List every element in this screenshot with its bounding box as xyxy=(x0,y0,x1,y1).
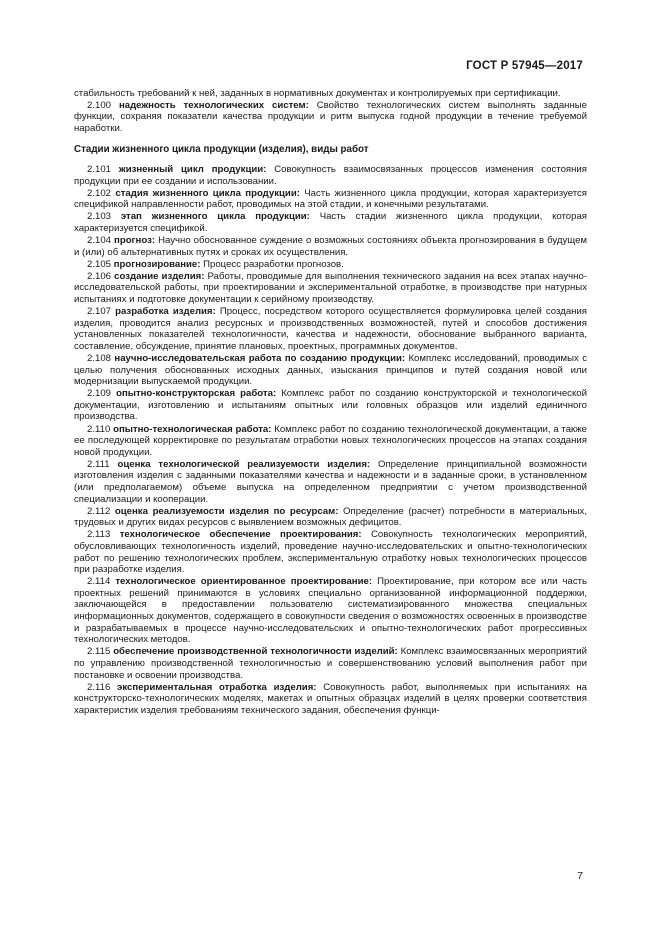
entry-term: обеспечение производственной технологичности изделий: xyxy=(113,646,398,658)
entry-number: 2.100 xyxy=(87,99,112,111)
entry-item xyxy=(74,271,587,306)
entry-item xyxy=(74,164,587,187)
entry-definition: Комплекс работ по созданию технологической документации, а также ее последующей корректировке по результатам отработки новых технологических процессов на этапах создания новой продукции. xyxy=(74,423,588,458)
entry-item xyxy=(74,211,587,234)
entries-list xyxy=(74,164,587,716)
entry-number: 2.107 xyxy=(87,306,112,318)
entry-item xyxy=(74,259,587,271)
entry-term: создание изделия: xyxy=(114,270,205,282)
entry-definition: Определение принципиальной возможности изготовления изделия с заданными показателями качества и надежности и в заданные сроки, в установленном (или предполагаемом) объеме выпуска на определенном предприятии с учетом производственной специализации и кооперации. xyxy=(74,458,588,505)
entry-definition: Процесс, посредством которого осуществляется формулировка целей создания изделия, проводится анализ ресурсных и производственных возможностей, путей и способов достижения установленных показателей технологичности, качества и надежности, обоснование выбранного варианта, составление, обсуждение, принятие плановых, проектных, программных документов. xyxy=(74,306,588,352)
entry-definition: Совокупность взаимосвязанных процессов изменения состояния продукции при ее создании и использовании. xyxy=(74,163,587,187)
page-number: 7 xyxy=(577,870,583,882)
entry-term: надежность технологических систем: xyxy=(118,99,309,111)
entry-term: оценка технологической реализуемости изделия: xyxy=(117,458,371,470)
entry-item xyxy=(74,459,587,505)
entry-definition: Свойство технологических систем выполнять заданные функции, сохраняя показатели качества продукции и ритм выпуска годной продукции в течение требуемой наработки. xyxy=(74,99,587,134)
entry-number: 2.104 xyxy=(87,235,112,247)
entry-definition: Комплекс исследований, проводимых с целью получения обоснованных исходных данных, изыскания принципов и путей создания новой или модернизации выпускаемой продукции. xyxy=(74,352,587,388)
entry-item xyxy=(74,306,587,352)
entry-term: разработка изделия: xyxy=(115,306,216,318)
entry-number: 2.113 xyxy=(87,529,111,541)
entry-item xyxy=(74,424,587,459)
entry-number: 2.105 xyxy=(87,258,112,270)
continued-text: стабильность требований к ней, заданных в нормативных документах и контролируемых при сертификации. xyxy=(74,88,561,99)
entry-term: технологическое обеспечение проектирования: xyxy=(119,529,362,541)
entry-definition: Совокупность работ, выполняемых при испытаниях на конструкторско-технологических моделях, макетах и опытных образцах изделий в целях проверки соответствия характеристик изделия требованиям технического задания, обеспечения функци- xyxy=(74,681,587,716)
entry-2-100 xyxy=(74,100,587,135)
entry-item xyxy=(74,646,587,681)
entry-item xyxy=(74,353,587,388)
entry-item xyxy=(74,235,587,258)
entry-number: 2.110 xyxy=(87,423,111,435)
entry-number: 2.103 xyxy=(87,211,112,223)
entry-definition: Научно обоснованное суждение о возможных состояниях объекта прогнозирования в будущем и (или) об альтернативных путях и сроках их осуществления. xyxy=(74,235,587,258)
entry-term: стадия жизненного цикла продукции: xyxy=(115,187,300,199)
entry-number: 2.115 xyxy=(87,646,111,658)
entry-term: технологическое ориентированное проектирование: xyxy=(115,576,373,588)
entry-number: 2.111 xyxy=(87,458,110,470)
document-id: ГОСТ Р 57945—2017 xyxy=(466,60,583,72)
entry-definition: Часть стадии жизненного цикла продукции, которая характеризуется спецификой. xyxy=(74,211,587,234)
entry-item xyxy=(74,576,587,646)
entry-item xyxy=(74,506,587,529)
entry-number: 2.116 xyxy=(87,681,111,693)
entry-term: оценка реализуемости изделия по ресурсам: xyxy=(114,505,339,517)
entry-term: опытно-технологическая работа: xyxy=(113,423,272,435)
entry-number: 2.102 xyxy=(87,187,112,199)
entry-term: этап жизненного цикла продукции: xyxy=(120,211,310,223)
entry-definition: Проектирование, при котором все или часть проектных решений принимаются в условиях специально организованной информационной поддержки, заключающейся в предоставлении пользователю систематизированного множества специальных информационных документов, содержащего в совокупности сведения о возможностях освоенных в производстве и разрабатываемых в процессе научно-исследовательских и опытно-технологических работ прогрессивных технологических методов. xyxy=(74,576,588,646)
entry-item xyxy=(74,682,587,717)
entry-number: 2.101 xyxy=(87,163,112,175)
entry-number: 2.109 xyxy=(87,388,112,400)
entry-term: опытно-конструкторская работа: xyxy=(116,388,277,400)
entry-number: 2.108 xyxy=(87,352,112,364)
entry-item xyxy=(74,529,587,575)
entry-definition: Часть жизненного цикла продукции, которая характеризуется спецификой направленности работ, проводимых на этой стадии, и конечными результатами. xyxy=(74,187,588,211)
entry-definition: Определение (расчет) потребности в материальных, трудовых и других видах ресурсов с выявлением возможных дефицитов. xyxy=(74,505,588,529)
entry-item xyxy=(74,188,587,211)
entry-item xyxy=(74,388,587,423)
entry-definition: Комплекс взаимосвязанных мероприятий по управлению производственной технологичностью и совершенствованию условий выполнения работ при постановке и освоении производства. xyxy=(74,646,587,681)
entry-definition: Совокупность технологических мероприятий, обусловливающих технологичность изделий, проведение научно-исследовательских и опытно-технологических работ по решению технологических проблем, экспериментальную отработку новых технологических процессов при разработке изделия. xyxy=(74,529,587,576)
entry-term: прогноз: xyxy=(114,235,156,247)
section-title: Стадии жизненного цикла продукции (изделия), виды работ xyxy=(74,144,369,156)
entry-term: прогнозирование: xyxy=(113,258,201,270)
document-body xyxy=(74,88,587,716)
entry-term: экспериментальная отработка изделия: xyxy=(117,681,317,693)
entry-definition: Работы, проводимые для выполнения технического задания на всех этапах научно-исследовательской работы, при проектировании и экспериментальной отработке, в производстве при натурных испытаниях и подготовке документации к серийному производству. xyxy=(74,270,587,305)
entry-number: 2.112 xyxy=(87,505,111,517)
entry-term: научно-исследовательская работа по созданию продукции: xyxy=(114,352,406,364)
entry-number: 2.114 xyxy=(87,576,111,588)
entry-number: 2.106 xyxy=(87,270,112,282)
entry-definition: Комплекс работ по созданию конструкторской и технологической документации, изготовлению и испытаниям опытных или головных образцов или изделий единичного производства. xyxy=(74,388,587,423)
entry-term: жизненный цикл продукции: xyxy=(118,163,267,175)
entry-definition: Процесс разработки прогнозов. xyxy=(200,258,344,270)
